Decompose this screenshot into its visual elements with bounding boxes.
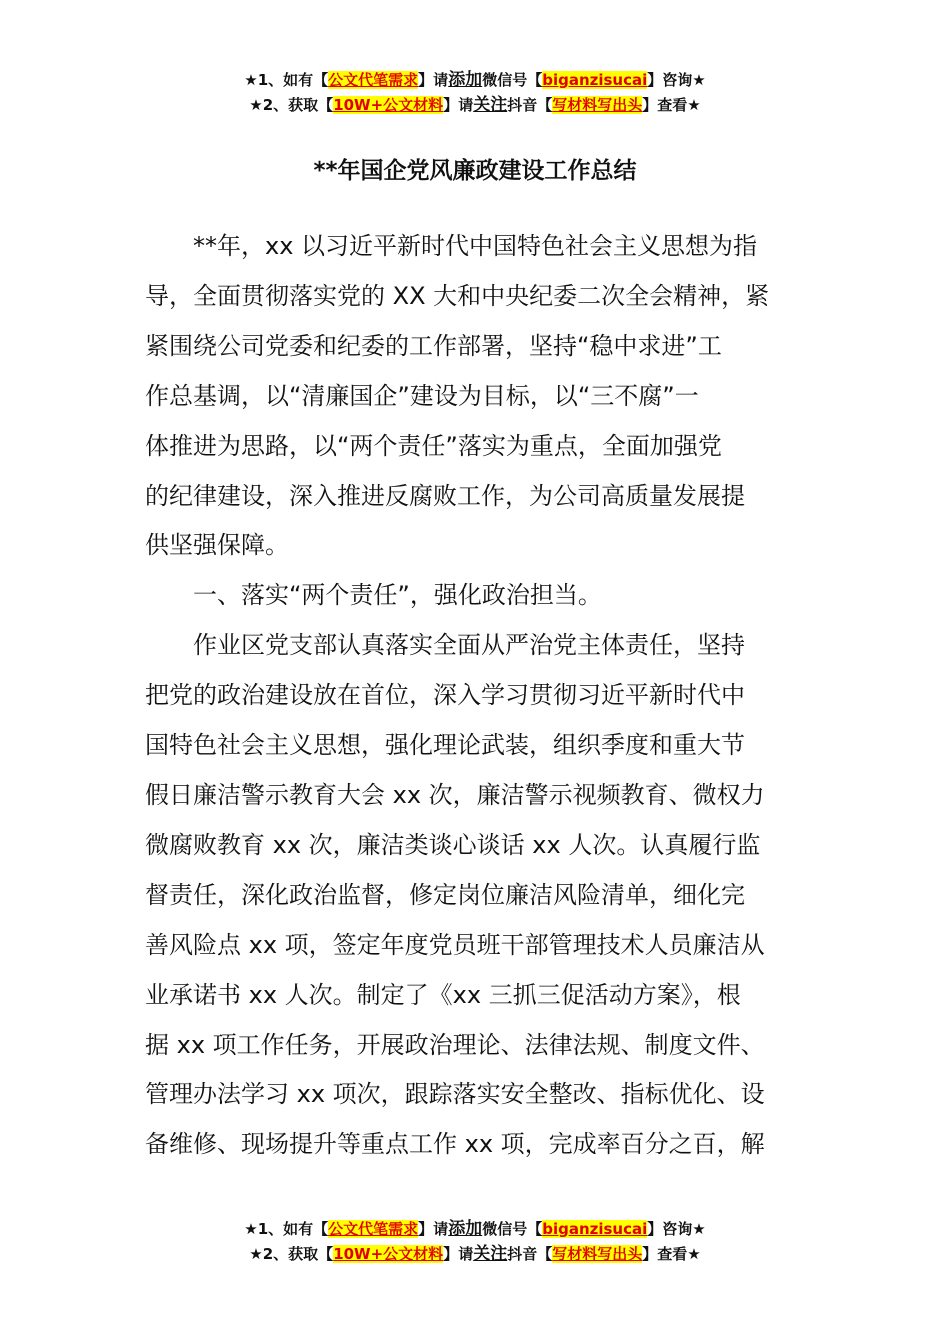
text-line: 善风险点 xx 项，签定年度党员班干部管理技术人员廉洁从 xyxy=(145,930,765,959)
promo-highlight: biganzisucai xyxy=(542,1220,648,1238)
promo-line-1 xyxy=(0,1217,950,1242)
promo-text: ★2、获取【 xyxy=(249,1245,334,1263)
promo-highlight: 写材料写出头 xyxy=(552,1245,643,1263)
text-line: 管理办法学习 xx 项次，跟踪落实安全整改、指标优化、设 xyxy=(145,1080,765,1109)
text-line: 国特色社会主义思想，强化理论武装，组织季度和重大节 xyxy=(145,731,745,760)
promo-line-2 xyxy=(0,93,950,118)
promo-highlight: 公文代笔需求 xyxy=(328,1220,419,1238)
promo-text: 微信号【 xyxy=(482,1220,543,1238)
promo-line-2 xyxy=(0,1242,950,1267)
promo-text: 微信号【 xyxy=(482,71,543,89)
text-line: 导，全面贯彻落实党的 XX 大和中央纪委二次全会精神，紧 xyxy=(145,281,770,310)
promo-text: 】请 xyxy=(418,71,449,89)
promo-text: ★1、如有【 xyxy=(244,1220,329,1238)
text-line: 一、落实“两个责任”，强化政治担当。 xyxy=(145,581,602,610)
promo-text: 】请 xyxy=(418,1220,449,1238)
text-line: 督责任，深化政治监督，修定岗位廉洁风险清单，细化完 xyxy=(145,880,745,909)
text-line: 把党的政治建设放在首位，深入学习贯彻习近平新时代中 xyxy=(145,681,745,710)
text-line: 据 xx 项工作任务，开展政治理论、法律法规、制度文件、 xyxy=(145,1030,765,1059)
promo-underline: 添加 xyxy=(448,70,483,90)
promo-underline: 关注 xyxy=(473,1244,508,1264)
promo-highlight: 10W+公文材料 xyxy=(333,96,444,114)
document-title: **年国企党风廉政建设工作总结 xyxy=(313,158,637,184)
text-line: 作总基调，以“清廉国企”建设为目标，以“三不腐”一 xyxy=(145,381,699,410)
promo-text: 】请 xyxy=(443,96,474,114)
text-line: 假日廉洁警示教育大会 xx 次，廉洁警示视频教育、微权力 xyxy=(145,780,765,809)
promo-text: ★2、获取【 xyxy=(249,96,334,114)
promo-text: 】查看★ xyxy=(642,1245,701,1263)
promo-line-1 xyxy=(0,68,950,93)
promo-underline: 关注 xyxy=(473,95,508,115)
text-line: 供坚强保障。 xyxy=(145,531,289,560)
promo-text: 抖音【 xyxy=(507,96,553,114)
promo-highlight: 公文代笔需求 xyxy=(328,71,419,89)
promo-text: 】请 xyxy=(443,1245,474,1263)
promo-text: ★1、如有【 xyxy=(244,71,329,89)
promo-underline: 添加 xyxy=(448,1219,483,1239)
text-line: **年，xx 以习近平新时代中国特色社会主义思想为指 xyxy=(145,232,758,260)
footer-promo-banner xyxy=(0,1217,950,1267)
promo-text: 】咨询★ xyxy=(647,71,706,89)
document-body xyxy=(145,222,805,1170)
text-line: 体推进为思路，以“两个责任”落实为重点，全面加强党 xyxy=(145,431,722,460)
text-line: 业承诺书 xx 人次。制定了《xx 三抓三促活动方案》，根 xyxy=(145,980,741,1009)
text-line: 作业区党支部认真落实全面从严治党主体责任，坚持 xyxy=(145,631,745,660)
promo-text: 】查看★ xyxy=(642,96,701,114)
text-line: 的纪律建设，深入推进反腐败工作，为公司高质量发展提 xyxy=(145,481,745,510)
promo-highlight: 10W+公文材料 xyxy=(333,1245,444,1263)
text-line: 紧围绕公司党委和纪委的工作部署，坚持“稳中求进”工 xyxy=(145,331,722,360)
promo-highlight: biganzisucai xyxy=(542,71,648,89)
promo-highlight: 写材料写出头 xyxy=(552,96,643,114)
header-promo-banner xyxy=(0,68,950,118)
promo-text: 】咨询★ xyxy=(647,1220,706,1238)
text-line: 微腐败教育 xx 次，廉洁类谈心谈话 xx 人次。认真履行监 xyxy=(145,830,761,859)
text-line: 备维修、现场提升等重点工作 xx 项，完成率百分之百，解 xyxy=(145,1130,765,1159)
promo-text: 抖音【 xyxy=(507,1245,553,1263)
